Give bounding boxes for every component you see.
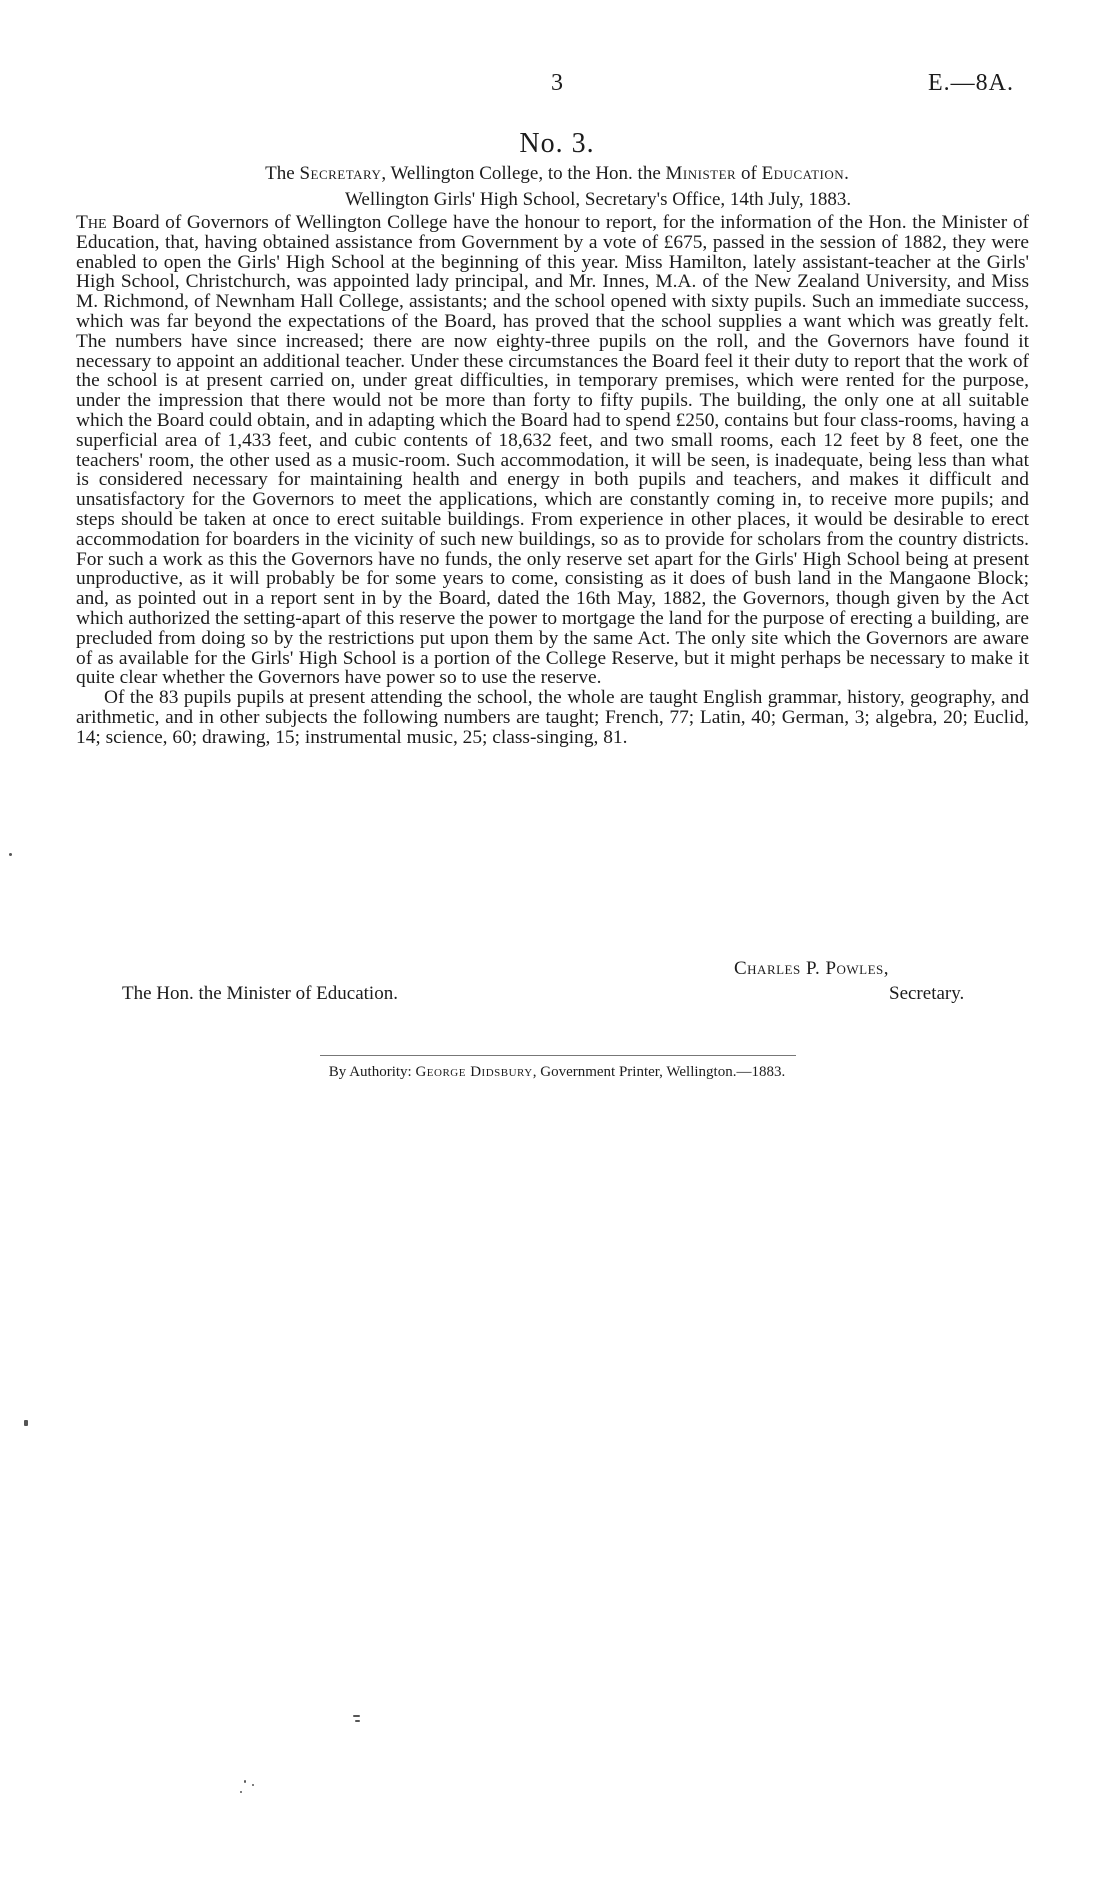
scan-speck: [240, 1791, 242, 1793]
signatory-title: Secretary.: [889, 983, 965, 1004]
paragraph: [76, 213, 1029, 688]
signatory-name: Charles P. Powles,: [734, 958, 890, 979]
dateline: Wellington Girls' High School, Secretary's Office, 14th July, 1883.: [345, 189, 852, 210]
recipient-line: The Hon. the Minister of Education.: [122, 983, 398, 1004]
scan-speck: [244, 1780, 246, 1783]
addressee-middle: , Wellington College, to the Hon. the: [381, 163, 661, 184]
letter-body: [76, 213, 1029, 748]
rule-divider: [320, 1055, 796, 1056]
paragraph: Of the 83 pupils pupils at present attending the school, the whole are taught English grammar, history, geography, and arithmetic, and in other subjects the following numbers are taught; French, 77; Latin, 40; German, 3; algebra, 20; Euclid, 14; science, 60; drawing, 15; instrumental music, 25; class-singing, 81.: [76, 687, 1029, 748]
scan-speck: [355, 1720, 360, 1722]
printer-imprint: [0, 1064, 1114, 1081]
addressee-of: of: [740, 163, 757, 184]
addressee-line: [0, 163, 1114, 185]
sender-title: Secretary: [299, 163, 382, 184]
department-name: Education: [761, 163, 845, 184]
scan-speck: [9, 853, 12, 856]
scan-speck: [252, 1784, 254, 1786]
scan-speck: [24, 1420, 28, 1426]
recipient-title: Minister: [665, 163, 737, 184]
imprint-prefix: By Authority:: [328, 1064, 412, 1080]
document-code: E.—8A.: [928, 70, 1014, 96]
page-number: 3: [551, 70, 563, 96]
paragraph-text: Board of Governors of Wellington College have the honour to report, for the information of the Hon. the Minister of Education, that, having obtained assistance from Government by a vote of £675, passed in the session of 1882, they were enabled to open the Girls' High School at the beginning of this year. Miss Hamilton, lately assistant-teacher at the Girls' High School, Christchurch, was appointed lady principal, and Mr. Innes, M.A. of the New Zealand University, and Miss M. Richmond, of Newnham Hall College, assistants; and the school opened with sixty pupils. Such an immediate success, which was far beyond the expectations of the Board, has proved that the school supplies a want which was greatly felt. The numbers have since increased; there are now eighty-three pupils on the roll, and the Governors have found it necessary to appoint an additional teacher. Under these circumstances the Board feel it their duty to report that the work of the school is at present carried on, under great difficulties, in temporary premises, which were rented for the purpose, under the impression that there would not be more than forty to fifty pupils. The building, the only one at all suitable which the Board could obtain, and in adapting which the Board had to spend £250, contains but four class-rooms, having a superficial area of 1,433 feet, and cubic contents of 18,632 feet, and two small rooms, each 12 feet by 8 feet, one the teachers' room, the other used as a music-room. Such accommodation, it will be seen, is inadequate, being less than what is considered necessary for maintaining health and energy in both pupils and teachers, and makes it difficult and unsatisfactory for the Governors to meet the applications, which are constantly coming in, to receive more pupils; and steps should be taken at once to erect suitable buildings. From experience in other places, it would be desirable to erect accommodation for boarders in the vicinity of such new buildings, so as to provide for scholars from the country districts. For such a work as this the Governors have no funds, the only reserve set apart for the Girls' High School being at present unproductive, as it will probably be for some years to come, consisting as it does of bush land in the Mangaone Block; and, as pointed out in a report sent in by the Board, dated the 16th May, 1882, the Governors, though given by the Act which authorized the setting-apart of this reserve the power to mortgage the land for the purpose of erecting a building, are precluded from doing so by the restrictions put upon them by the same Act. The only site which the Governors are aware of as available for the Girls' High School is a portion of the College Reserve, but it might perhaps be necessary to make it quite clear whether the Governors have power so to use the reserve.: [76, 212, 1029, 689]
lead-word: The: [76, 212, 107, 233]
printer-name: George Didsbury: [415, 1064, 533, 1080]
addressee-prefix: The: [265, 163, 295, 184]
addressee-end: .: [844, 163, 849, 184]
scan-speck: [353, 1715, 360, 1717]
imprint-suffix: , Government Printer, Wellington.—1883.: [532, 1064, 786, 1080]
letter-heading: No. 3.: [519, 128, 595, 159]
